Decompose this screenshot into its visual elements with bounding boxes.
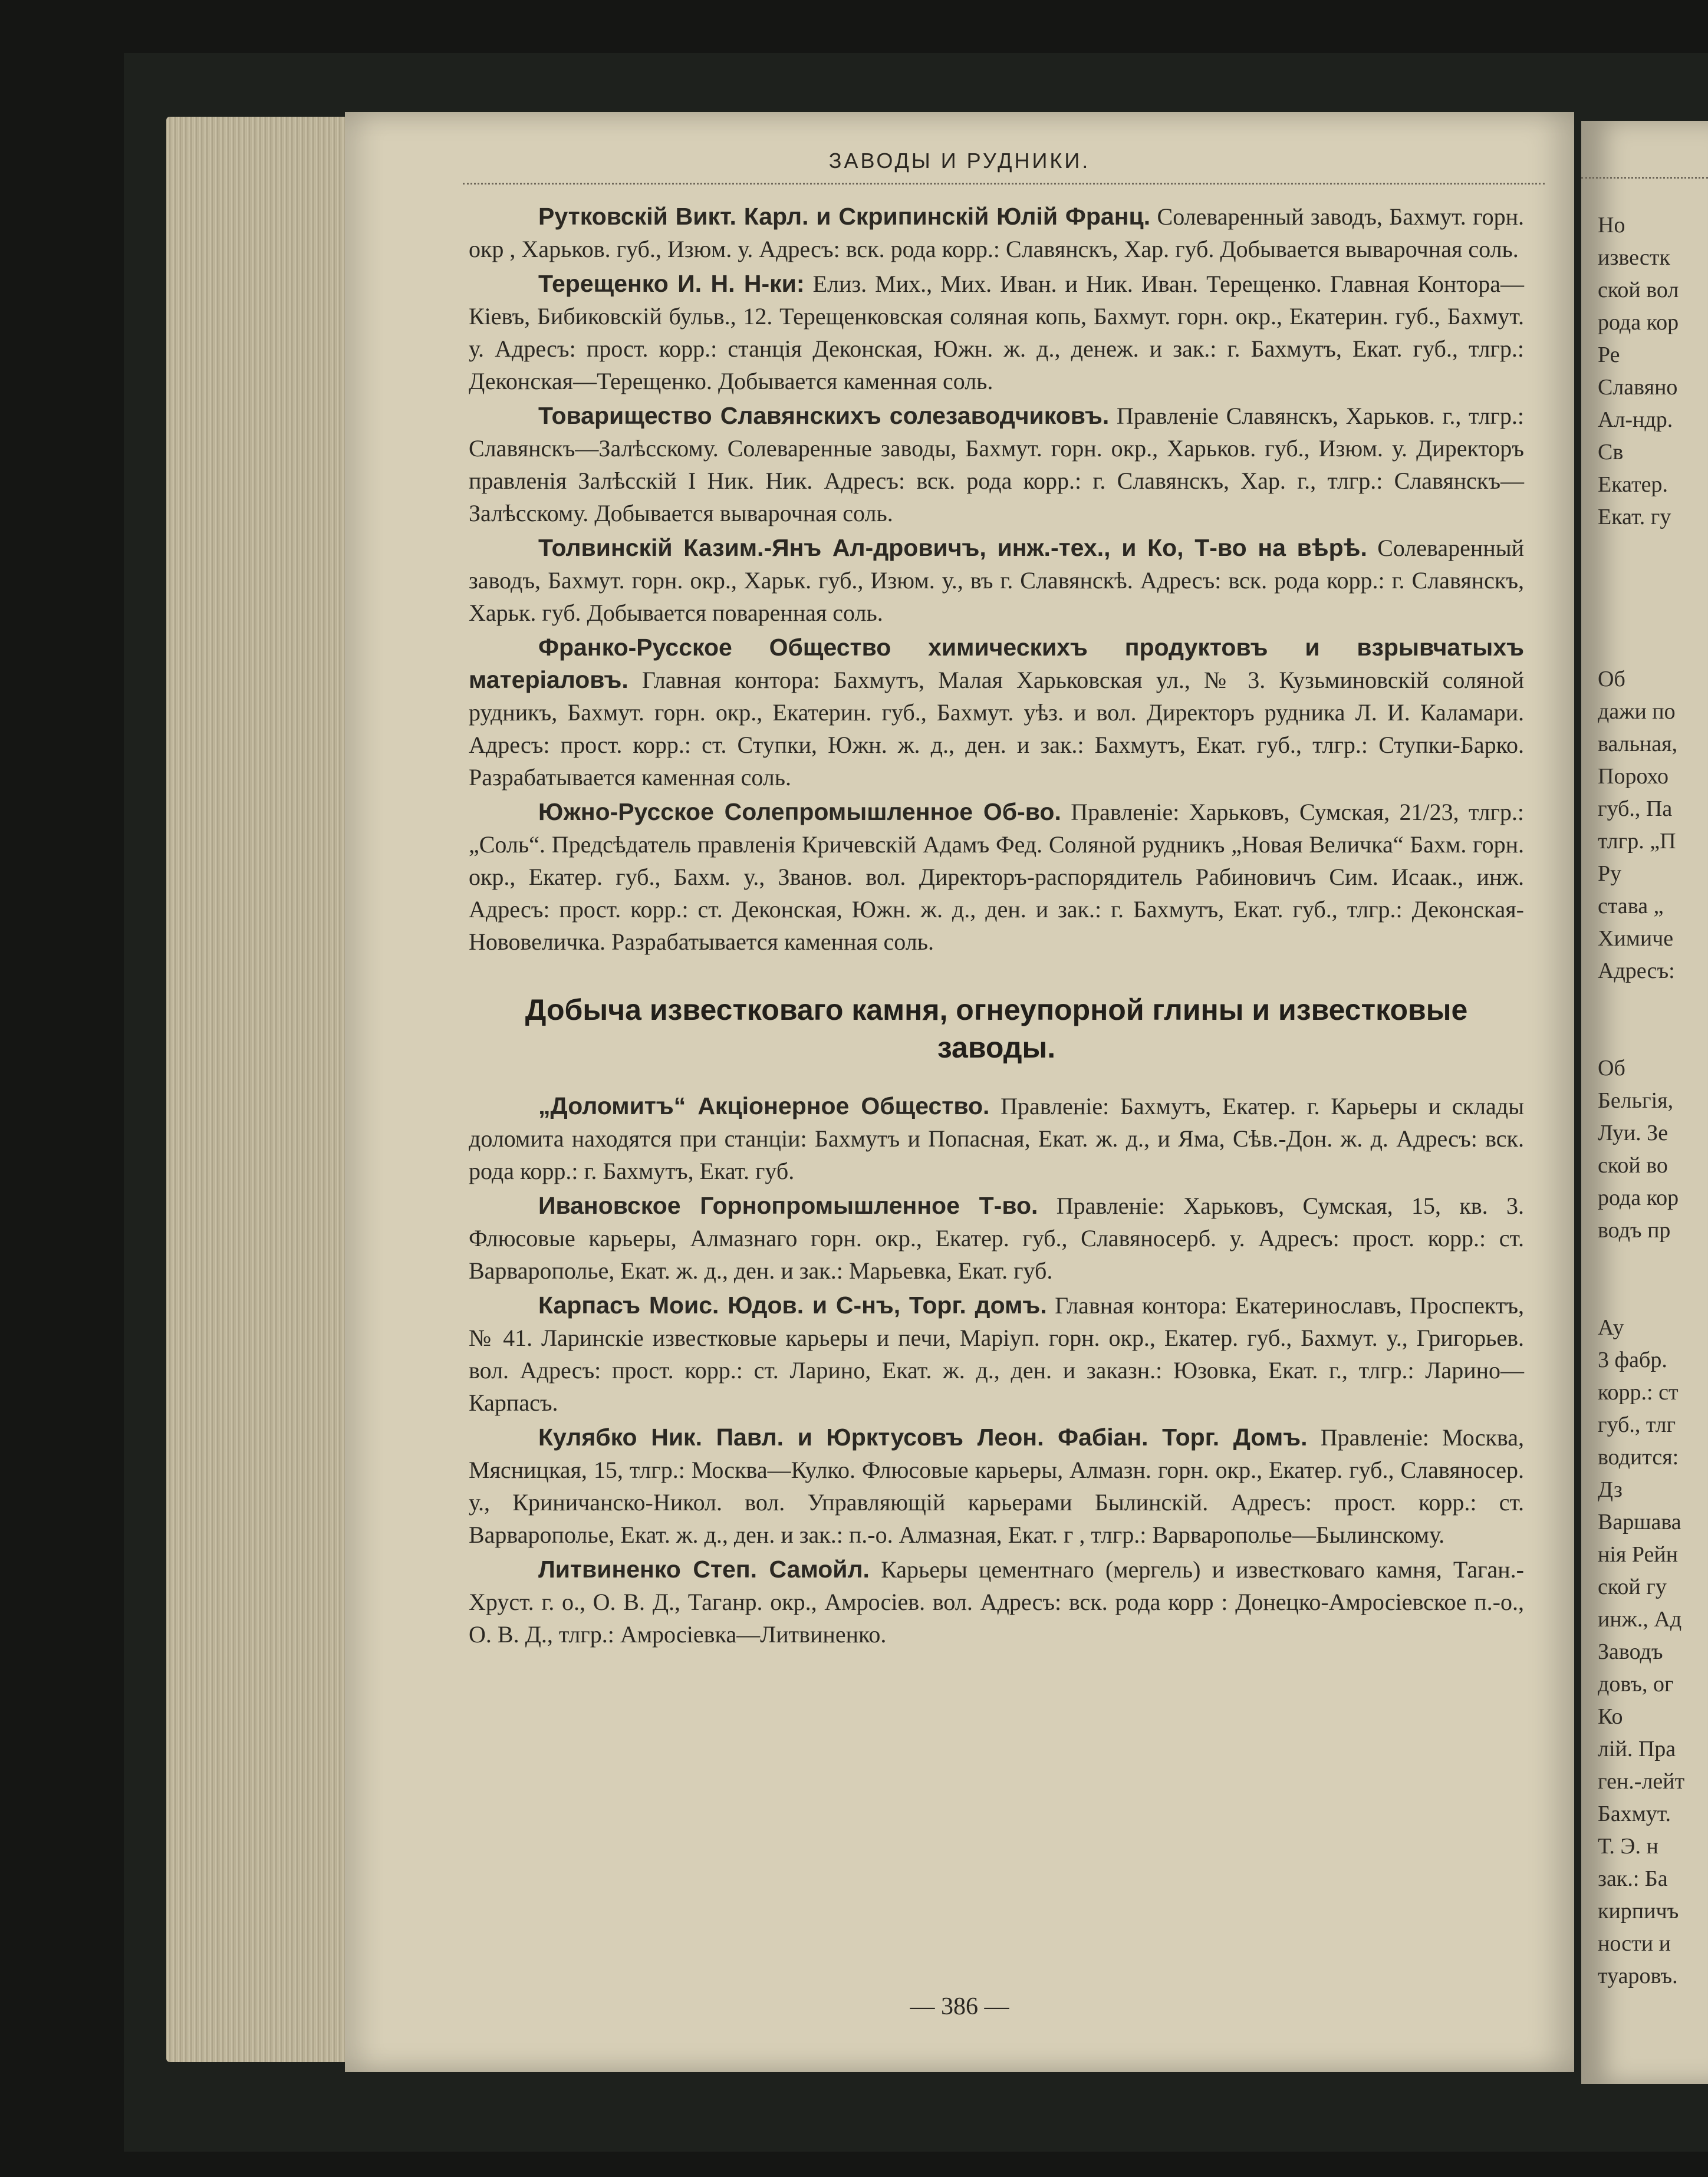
entry-title: Франко-Русское Общество химическихъ продуктовъ и взрывчатыхъ матеріаловъ. xyxy=(469,634,1524,693)
right-page-line: Екатер. xyxy=(1598,472,1668,497)
right-page-line: Ау xyxy=(1598,1315,1624,1340)
right-page-line: известк xyxy=(1598,245,1670,270)
right-page-line: губ., Па xyxy=(1598,796,1673,821)
right-page-line: Св xyxy=(1598,440,1624,465)
entry xyxy=(469,631,1524,793)
right-page-line: Дз xyxy=(1598,1477,1623,1502)
running-head: ЗАВОДЫ И РУДНИКИ. xyxy=(828,149,1091,173)
right-page-line: нія Рейн xyxy=(1598,1542,1679,1567)
right-page-line: Заводъ xyxy=(1598,1639,1663,1664)
right-page-line: губ., тлг xyxy=(1598,1412,1676,1437)
right-page-line: Варшава xyxy=(1598,1510,1681,1534)
right-page-line: инж., Ад xyxy=(1598,1607,1682,1632)
right-page-line: рода кор xyxy=(1598,1185,1679,1210)
entry xyxy=(469,268,1524,397)
entry-text: Главная контора: Бахмутъ, Малая Харьковская ул., № 3. Кузьминовскій соляной рудникъ, Бахмут. горн. окр., Екатерин. губ., Бахмут. уѣз. и вол. Директоръ рудника Л. И. Каламари. Адресъ: прост. корр.: ст. Ступки, Южн. ж. д., ден. и зак.: Бахмутъ, Екат. губ., тлгр.: Ступки-Барко. Разрабатывается каменная соль. xyxy=(469,667,1525,791)
entry-text: Правленіе: Москва, Мясницкая, 15, тлгр.: Москва—Кулко. Флюсовые карьеры, Алмазн. горн. окр., Екатер. губ., Славяносер. у., Криничанско-Никол. вол. Управляющій карьерами Былинскій. Адресъ: прост. корр.: ст. Варварополье, Екат. ж. д., ден. и зак.: п.-о. Алмазная, Екат. г , тлгр.: Варварополье—Былинскому. xyxy=(469,1424,1525,1548)
right-page-line xyxy=(1598,598,1708,631)
right-page-line: туаровъ. xyxy=(1598,1964,1678,1988)
right-page-line: Т. Э. н xyxy=(1598,1834,1658,1859)
right-page-line: дажи по xyxy=(1598,699,1676,724)
entry-title: Южно-Русское Солепромышленное Об-во. xyxy=(538,798,1061,825)
right-page-line: ген.-лейт xyxy=(1598,1769,1685,1794)
right-page-line: довъ, ог xyxy=(1598,1672,1674,1697)
right-page-line: Но xyxy=(1598,213,1625,238)
entry-text: Правленіе Славянскъ, Харьков. г., тлгр.: Славянскъ—Залѣсскому. Солеваренные заводы, Бахмут. горн. окр., Харьков. губ., Изюм. у. Директоръ правленія Залѣсскій I Ник. Ник. Адресъ: вск. рода корр.: г. Славянскъ, Хар. г., тлгр.: Славянскъ—Залѣсскому. Добывается выварочная соль. xyxy=(469,403,1524,526)
entry-title: Литвиненко Степ. Самойл. xyxy=(538,1556,870,1583)
entry xyxy=(469,532,1524,629)
right-page-line xyxy=(1598,533,1708,566)
right-page-line: става „ xyxy=(1598,894,1664,918)
right-page-line: Ре xyxy=(1598,342,1620,367)
entry xyxy=(469,1289,1524,1419)
right-page-line: Луи. Зе xyxy=(1598,1121,1668,1145)
entry-text: Главная контора: Екатеринославъ, Проспектъ, № 41. Ларинскіе известковые карьеры и печи, Маріуп. горн. окр., Екатер. губ., Бахмут. у., Григорьев. вол. Адресъ: прост. корр.: ст. Ларино, Екат. ж. д., ден. и заказн.: Юзовка, Екат. г., тлгр.: Ларино—Карпасъ. xyxy=(469,1292,1525,1416)
entry-title: Терещенко И. Н. Н-ки: xyxy=(538,270,805,297)
right-page-line: корр.: ст xyxy=(1598,1380,1679,1405)
right-page-line: Об xyxy=(1598,1056,1625,1081)
left-page xyxy=(345,112,1574,2072)
right-page-line: Ал-ндр. xyxy=(1598,407,1673,432)
entry-text: Правленіе: Харьковъ, Сумская, 15, кв. 3. Флюсовые карьеры, Алмазнаго горн. окр., Екатер. губ., Славяносерб. у. Адресъ: прост. корр.: ст. Варварополье, Екат. ж. д., ден. и зак.: Марьевка, Екат. губ. xyxy=(469,1193,1525,1284)
entry-title: Ивановское Горнопромышленное Т-во. xyxy=(538,1192,1038,1219)
right-page-line: ской гу xyxy=(1598,1575,1667,1599)
entry-title: Товарищество Славянскихъ солезаводчиковъ. xyxy=(538,402,1110,429)
entry-title: „Доломитъ“ Акціонерное Общество. xyxy=(538,1092,990,1119)
right-page-line: лій. Пра xyxy=(1598,1737,1676,1761)
right-page-line: Адресъ: xyxy=(1598,959,1675,983)
right-page-line: водится: xyxy=(1598,1445,1679,1470)
right-page-line xyxy=(1598,1247,1708,1279)
right-page-fragment xyxy=(1581,121,1708,2084)
header-rule xyxy=(1581,177,1708,179)
right-page-line: ской во xyxy=(1598,1153,1668,1178)
entry-title: Рутковскій Викт. Карл. и Скрипинскій Юлій Франц. xyxy=(538,203,1151,230)
page-edges xyxy=(166,117,346,2062)
right-page-line: Химиче xyxy=(1598,926,1674,951)
right-page-line xyxy=(1598,987,1708,1020)
right-page-line: Об xyxy=(1598,667,1625,691)
right-page-line: Ру xyxy=(1598,861,1622,886)
entry xyxy=(469,1553,1524,1651)
entry-text: Правленіе: Бахмутъ, Екатер. г. Карьеры и склады доломита находятся при станціи: Бахмутъ и Попасная, Екат. ж. д., и Яма, Сѣв.-Дон. ж. д. Адресъ: вск. рода корр.: г. Бахмутъ, Екат. губ. xyxy=(469,1093,1524,1184)
right-page-line xyxy=(1598,1279,1708,1312)
right-page-line: Порохо xyxy=(1598,764,1669,789)
right-page-line: Бельгія, xyxy=(1598,1088,1674,1113)
page-number: — 386 — xyxy=(910,1993,1009,2020)
entry-text: Солеваренный заводъ, Бахмут. горн. окр., Харьк. губ., Изюм. у., въ г. Славянскѣ. Адресъ: вск. рода корр.: г. Славянскъ, Харьк. губ. Добывается поваренная соль. xyxy=(469,535,1525,626)
entry xyxy=(469,400,1524,529)
entry-title: Карпасъ Моис. Юдов. и С-нъ, Торг. домъ. xyxy=(538,1292,1047,1319)
right-page-line xyxy=(1598,631,1708,663)
text-column xyxy=(469,200,1524,1651)
entry-text: Солеваренный заводъ, Бахмут. горн. окр , Харьков. губ., Изюм. у. Адресъ: вск. рода корр.: Славянскъ, Хар. губ. Добывается выварочная соль. xyxy=(469,203,1525,262)
entry xyxy=(469,1190,1524,1287)
right-page-line: 3 фабр. xyxy=(1598,1348,1667,1372)
right-page-line: водъ пр xyxy=(1598,1218,1671,1243)
entry-text: Карьеры цементнаго (мергель) и известковаго камня, Таган.-Хруст. г. о., О. В. Д., Таганр. окр., Амросіев. вол. Адресъ: вск. рода корр : Донецко-Амросіевское п.-о., О. В. Д., тлгр.: Амросіевка—Литвиненко. xyxy=(469,1556,1524,1648)
right-page-line: Екат. гу xyxy=(1598,505,1671,529)
right-page-line xyxy=(1598,1020,1708,1052)
right-page-line xyxy=(1598,566,1708,598)
entry xyxy=(469,796,1524,958)
entry-title: Толвинскій Казим.-Янъ Ал-дровичъ, инж.-тех., и Ко, Т-во на вѣрѣ. xyxy=(538,534,1367,561)
right-page-lines xyxy=(1598,209,1708,1992)
section-title: Добыча известковаго камня, огнеупорной глины и известковые заводы. xyxy=(525,993,1468,1064)
entry xyxy=(469,200,1524,265)
header-rule xyxy=(463,183,1545,185)
entry xyxy=(469,1421,1524,1551)
right-page-line: Бахмут. xyxy=(1598,1801,1671,1826)
right-page-line: зак.: Ба xyxy=(1598,1866,1668,1891)
entry xyxy=(469,1090,1524,1187)
right-page-line: ности и xyxy=(1598,1931,1671,1956)
right-page-line: Ко xyxy=(1598,1704,1623,1729)
right-page-line: кирпичъ xyxy=(1598,1899,1679,1924)
right-page-line: вальная, xyxy=(1598,732,1678,756)
right-page-line: ской вол xyxy=(1598,278,1679,302)
right-page-line: тлгр. „П xyxy=(1598,829,1676,854)
entry-title: Кулябко Ник. Павл. и Юрктусовъ Леон. Фабіан. Торг. Домъ. xyxy=(538,1424,1308,1451)
entry-text: Правленіе: Харьковъ, Сумская, 21/23, тлгр.: „Соль“. Предсѣдатель правленія Кричевскій Адамъ Фед. Соляной рудникъ „Новая Величка“ Бахм. горн. окр., Екатер. губ., Бахм. у., Званов. вол. Директоръ-распорядитель Рабиновичъ Сим. Исаак., инж. Адресъ: прост. корр.: ст. Деконская, Южн. ж. д., ден. и зак.: г. Бахмутъ, Екат. губ., тлгр.: Деконская-Нововеличка. Разрабатывается каменная соль. xyxy=(469,799,1525,955)
entry-text: Елиз. Мих., Мих. Иван. и Ник. Иван. Терещенко. Главная Контора—Кіевъ, Бибиковскій бульв., 12. Терещенковская соляная копь, Бахмут. горн. окр., Екатерин. губ., Бахмут. у. Адресъ: прост. корр.: станція Деконская, Южн. ж. д., денеж. и зак.: г. Бахмутъ, Екат. губ., тлгр.: Деконская—Терещенко. Добывается каменная соль. xyxy=(469,271,1525,394)
right-page-line: рода кор xyxy=(1598,310,1679,335)
right-page-line: Славяно xyxy=(1598,375,1678,400)
